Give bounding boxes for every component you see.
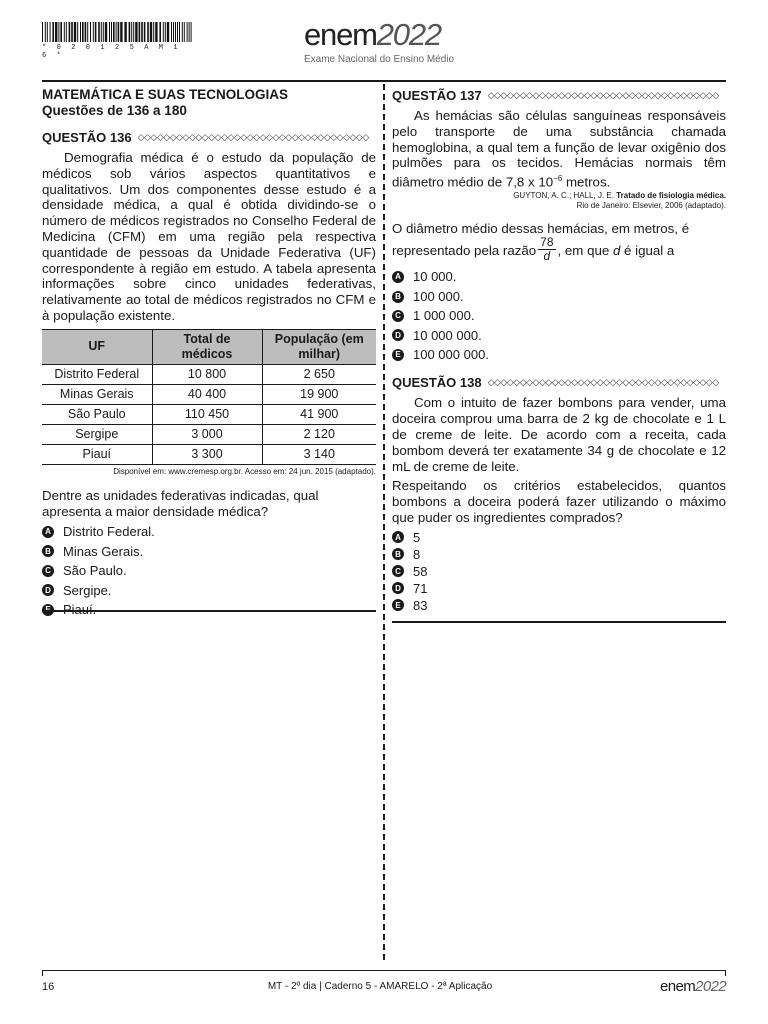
citation-title: Tratado de fisiologia médica.	[616, 191, 726, 201]
barcode-bar	[191, 22, 192, 42]
table-cell-uf: Piauí	[42, 444, 152, 464]
footer-rule	[42, 970, 726, 971]
alternative-a[interactable]	[392, 529, 726, 546]
barcode-bar	[98, 22, 100, 42]
table-header-uf: UF	[42, 329, 152, 364]
letter-c-icon: C	[42, 565, 54, 577]
footer-tick-right	[725, 970, 726, 976]
barcode-bar	[165, 22, 166, 42]
question-136-header	[42, 129, 376, 145]
letter-c-icon: C	[392, 565, 404, 577]
barcode-bar	[116, 22, 117, 42]
alternative-text: Sergipe.	[63, 582, 112, 598]
fraction-numerator: 78	[540, 235, 554, 250]
alternative-text: Distrito Federal.	[63, 524, 155, 540]
barcode-bar	[124, 22, 126, 42]
alternative-c[interactable]	[392, 306, 726, 325]
table-cell-uf: São Paulo	[42, 404, 152, 424]
alternative-text: 1 000 000.	[413, 308, 475, 324]
letter-b-icon: B	[392, 548, 404, 560]
barcode-bar	[150, 22, 152, 42]
barcode-bar	[77, 22, 78, 42]
uf-table	[42, 329, 376, 465]
question-137-text	[392, 108, 726, 190]
table-header-row	[42, 329, 376, 364]
table-header-populacao-text: População (em milhar)	[274, 331, 364, 361]
barcode-text: * 0 2 0 1 2 5 A M 1 6 *	[42, 44, 181, 60]
barcode-bar	[177, 22, 178, 42]
table-row	[42, 424, 376, 444]
prompt-text-part: , em que	[557, 243, 613, 259]
barcode-bar	[45, 22, 46, 42]
column-separator	[383, 84, 385, 960]
barcode-bar	[50, 22, 51, 42]
barcode-bar	[111, 22, 112, 42]
barcode-bar	[133, 22, 134, 42]
table-cell-medicos: 3 000	[152, 424, 262, 444]
table-cell-uf: Distrito Federal	[42, 364, 152, 384]
table-header-medicos-text: Total de médicos	[181, 331, 233, 361]
question-137-prompt-line2	[392, 235, 726, 265]
question-137-prompt-line1: O diâmetro médio dessas hemácias, em metros, é	[392, 221, 690, 237]
section-subtitle: Questões de 136 a 180	[42, 103, 187, 118]
barcode-bar	[47, 22, 48, 42]
question-137-text-main: As hemácias são células sanguíneas responsáveis pelo transporte de uma substância chamada hemoglobina, a qual tem a função de levar oxigênio dos pulmões para os tecidos. Hemácias normais têm diâmetro médio de 7,8 x 10	[392, 108, 726, 190]
logo-subtitle: Exame Nacional do Ensino Médio	[304, 54, 455, 65]
table-source: Disponível em: www.cremesp.org.br. Acesso em: 24 jun. 2015 (adaptado).	[113, 466, 376, 476]
barcode-bar	[60, 22, 62, 42]
barcode-bar	[66, 22, 67, 42]
diamond-border: ◇◇◇◇◇◇◇◇◇◇◇◇◇◇◇◇◇◇◇◇◇◇◇◇◇◇◇◇◇◇◇◇◇◇◇◇	[137, 132, 369, 142]
table-cell-uf: Minas Gerais	[42, 384, 152, 404]
question-137-exponent: −6	[553, 174, 563, 184]
footer-logo-year: 2022	[695, 978, 727, 995]
barcode-bar	[105, 22, 107, 42]
question-138-header	[392, 374, 726, 390]
table-cell-medicos: 110 450	[152, 404, 262, 424]
barcode-bar	[52, 22, 54, 42]
left-column	[42, 87, 376, 619]
table-row	[42, 364, 376, 384]
alternative-text: 10 000 000.	[413, 327, 482, 343]
table-cell-populacao: 2 120	[262, 424, 376, 444]
question-136-text: Demografia médica é o estudo da população de médicos sob vários aspectos quantitativos e qualitativos. Um dos componentes desse estudo é a densidade médica, a qual é obtida dividindo-se o número de médicos registrados no Conselho Federal de Medicina (CFM) em uma região pela respectiva quantidade de pessoas da Unidade Federativa (UF) correspondente à região em estudo. A tabela apresenta informações sobre cinco unidades federativas, relativamente ao total de médicos registrados no CFM e à população existente.	[42, 150, 376, 323]
table-header-populacao	[262, 329, 376, 364]
logo-word: enem	[304, 17, 377, 52]
question-138-prompt: Respeitando os critérios estabelecidos, quantos bombons a doceira poderá fazer utilizando o máximo que puder os ingredientes comprados?	[392, 478, 726, 526]
barcode-bar	[120, 22, 122, 42]
table-cell-populacao: 2 650	[262, 364, 376, 384]
alternative-e[interactable]	[392, 597, 726, 614]
barcode-bar	[153, 22, 154, 42]
table-cell-populacao: 3 140	[262, 444, 376, 464]
question-136-prompt: Dentre as unidades federativas indicadas, qual apresenta a maior densidade médica?	[42, 487, 319, 519]
barcode-bar	[87, 22, 88, 42]
table-row	[42, 384, 376, 404]
header-rule	[42, 80, 726, 82]
letter-c-icon: C	[392, 310, 404, 322]
barcode-bar	[109, 22, 110, 42]
footer-logo-word: enem	[660, 978, 696, 995]
question-137-label: QUESTÃO 137	[392, 87, 482, 103]
alternative-d[interactable]	[392, 580, 726, 597]
page-number: 16	[42, 981, 55, 993]
barcode-bar	[155, 22, 157, 42]
table-cell-medicos: 10 800	[152, 364, 262, 384]
alternative-d[interactable]	[392, 326, 726, 345]
alternative-c[interactable]	[42, 561, 376, 580]
alternative-b[interactable]	[42, 542, 376, 561]
question-137-alternatives	[392, 267, 726, 364]
barcode-bar	[189, 22, 190, 42]
barcode-bar	[64, 22, 65, 42]
letter-e-icon: E	[392, 599, 404, 611]
section-title: MATEMÁTICA E SUAS TECNOLOGIAS	[42, 87, 288, 102]
alternative-text: 100 000 000.	[413, 347, 489, 363]
question-138-text: Com o intuito de fazer bombons para vender, uma doceira comprou uma barra de 2 kg de chocolate e 1 L de creme de leite. De acordo com a receita, cada bombom deverá ter exatamente 34 g de chocolate e 12 mL de creme de leite.	[392, 395, 726, 474]
alternative-text: Minas Gerais.	[63, 543, 144, 559]
barcode-bar	[167, 22, 169, 42]
barcode-bar	[135, 22, 137, 42]
letter-d-icon: D	[392, 329, 404, 341]
citation-place: Rio de Janeiro: Elsevier, 2006 (adaptado).	[576, 201, 726, 211]
barcode-bar	[118, 22, 120, 42]
barcode-bar	[90, 22, 91, 42]
alternative-a[interactable]	[42, 522, 376, 541]
enem-logo	[304, 18, 441, 52]
footer-tick-left	[42, 970, 43, 976]
citation-authors: GUYTON, A. C.; HALL, J. E.	[513, 191, 617, 201]
fraction-denominator: d	[543, 249, 551, 264]
question-136-end-rule	[42, 610, 376, 612]
barcode-bar	[85, 22, 87, 42]
barcode-bar	[82, 22, 84, 42]
alternative-text: 5	[413, 529, 421, 545]
prompt-variable: d	[612, 243, 621, 259]
table-row	[42, 444, 376, 464]
letter-b-icon: B	[392, 291, 404, 303]
barcode-bar	[129, 22, 131, 42]
alternative-a[interactable]	[392, 267, 726, 286]
alternative-text: 10 000.	[413, 269, 457, 285]
prompt-text-end: é igual a	[620, 243, 675, 259]
barcode-bar	[95, 22, 97, 42]
alternative-text: 83	[413, 597, 428, 613]
alternative-b[interactable]	[392, 546, 726, 563]
barcode-bar	[71, 22, 73, 42]
diamond-border: ◇◇◇◇◇◇◇◇◇◇◇◇◇◇◇◇◇◇◇◇◇◇◇◇◇◇◇◇◇◇◇◇◇◇◇◇	[487, 377, 719, 388]
barcode-bar	[74, 22, 76, 42]
question-138-label: QUESTÃO 138	[392, 374, 482, 390]
alternative-text: 71	[413, 580, 428, 596]
barcode-bar	[141, 22, 143, 42]
barcode-bar	[147, 22, 149, 42]
barcode-bar	[103, 22, 104, 42]
letter-a-icon: A	[42, 526, 54, 538]
barcode-bar	[69, 22, 71, 42]
barcode-bar	[101, 22, 102, 42]
table-header-medicos	[152, 329, 262, 364]
letter-a-icon: A	[392, 271, 404, 283]
letter-d-icon: D	[42, 584, 54, 596]
barcode-bar	[159, 22, 161, 42]
footer-enem-logo	[660, 978, 726, 995]
fraction-78-over-d	[538, 236, 555, 263]
question-138-end-rule	[392, 621, 726, 623]
right-column	[392, 87, 726, 614]
table-cell-uf: Sergipe	[42, 424, 152, 444]
question-136-alternatives	[42, 522, 376, 619]
alternative-text: 8	[413, 546, 421, 562]
alternative-e[interactable]	[392, 345, 726, 364]
barcode-bar	[171, 22, 172, 42]
barcode-bar	[139, 22, 141, 42]
barcode-bar	[182, 22, 183, 42]
barcode-bar	[187, 22, 188, 42]
table-row	[42, 404, 376, 424]
question-137-text-end: metros.	[562, 174, 611, 190]
question-136-label: QUESTÃO 136	[42, 129, 132, 145]
barcode-bar	[42, 22, 43, 42]
footer-caption: MT - 2º dia | Caderno 5 - AMARELO - 2ª Aplicação	[267, 981, 493, 992]
letter-d-icon: D	[392, 582, 404, 594]
table-cell-medicos: 40 400	[152, 384, 262, 404]
barcode-bar	[131, 22, 132, 42]
table-cell-medicos: 3 300	[152, 444, 262, 464]
alternative-c[interactable]	[392, 563, 726, 580]
alternative-b[interactable]	[392, 287, 726, 306]
barcode-bar	[144, 22, 146, 42]
logo-year: 2022	[376, 17, 441, 52]
letter-a-icon: A	[392, 531, 404, 543]
barcode-bar	[184, 22, 185, 42]
alternative-text: 100 000.	[413, 288, 464, 304]
barcode-bar	[179, 22, 180, 42]
barcode	[42, 22, 194, 42]
barcode-bar	[80, 22, 81, 42]
barcode-bar	[113, 22, 115, 42]
alternative-d[interactable]	[42, 581, 376, 600]
diamond-border: ◇◇◇◇◇◇◇◇◇◇◇◇◇◇◇◇◇◇◇◇◇◇◇◇◇◇◇◇◇◇◇◇◇◇◇◇	[487, 90, 719, 100]
barcode-bar	[173, 22, 174, 42]
letter-e-icon: E	[392, 349, 404, 361]
table-cell-populacao: 19 900	[262, 384, 376, 404]
barcode-bar	[93, 22, 94, 42]
alternative-text: 58	[413, 563, 428, 579]
table-cell-populacao: 41 900	[262, 404, 376, 424]
barcode-bar	[55, 22, 57, 42]
prompt-ratio-text: representado pela razão	[392, 243, 537, 259]
alternative-text: São Paulo.	[63, 563, 127, 579]
question-138-alternatives	[392, 529, 726, 614]
question-137-header	[392, 87, 726, 103]
letter-b-icon: B	[42, 545, 54, 557]
barcode-bar	[58, 22, 59, 42]
barcode-bar	[175, 22, 176, 42]
barcode-bar	[163, 22, 164, 42]
question-137-prompt	[392, 219, 726, 265]
question-137-citation	[392, 191, 726, 211]
